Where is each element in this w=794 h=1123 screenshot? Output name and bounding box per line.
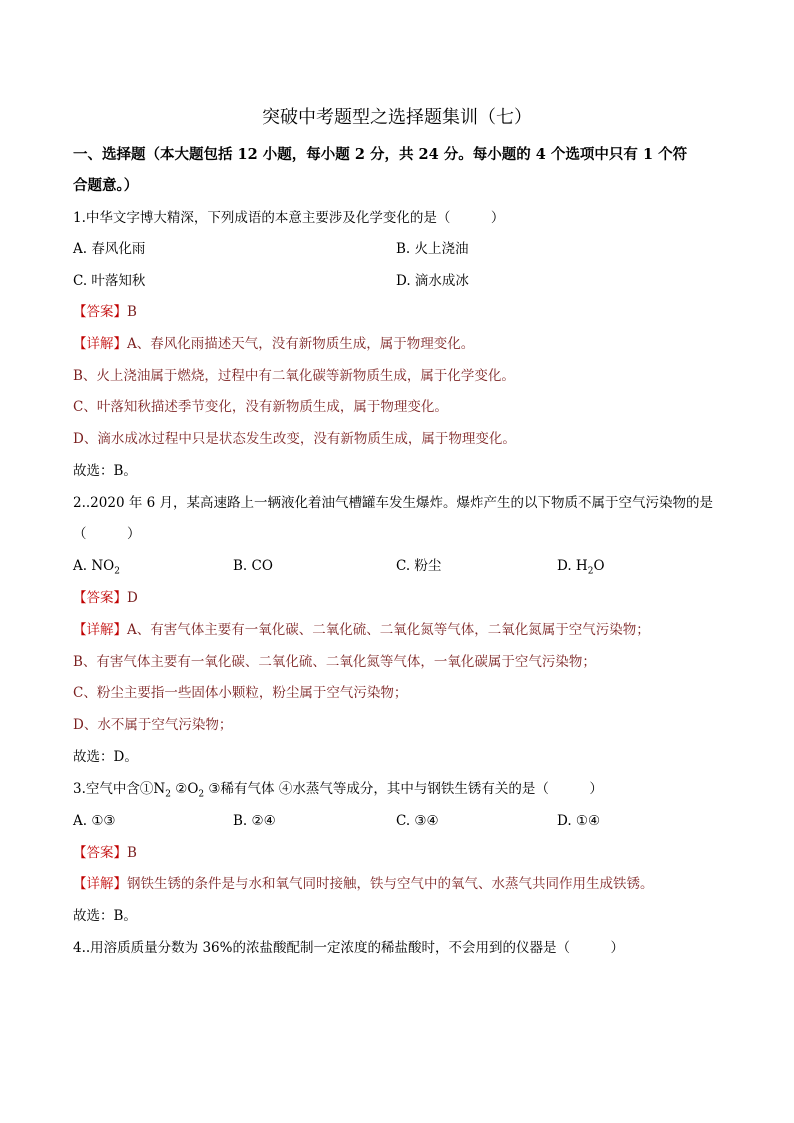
question-3-conclusion: 故选：B。 — [73, 908, 137, 924]
answer-tag: 【答案】 — [73, 590, 127, 606]
question-3-answer — [73, 844, 137, 862]
question-2-conclusion: 故选：D。 — [73, 749, 138, 765]
answer-value: B — [127, 845, 137, 861]
question-1-detail-b: B、火上浇油属于燃烧，过程中有二氧化碳等新物质生成，属于化学变化。 — [73, 368, 515, 384]
section-heading-line1: 一、选择题（本大题包括 12 小题，每小题 2 分，共 24 分。每小题的 4 个选项中只有 1 个符 — [73, 146, 688, 163]
question-1-option-b: B. 火上浇油 — [396, 241, 469, 257]
question-2-detail-d: D、水不属于空气污染物； — [73, 717, 233, 733]
detail-text: A、有害气体主要有一氧化碳、二氧化硫、二氧化氮等气体，二氧化氮属于空气污染物； — [127, 622, 650, 638]
question-1-detail-a — [73, 335, 474, 353]
answer-tag: 【答案】 — [73, 304, 127, 320]
detail-text: 钢铁生锈的条件是与水和氧气同时接触，铁与空气中的氧气、水蒸气共同作用生成铁锈。 — [127, 876, 654, 892]
question-2-detail-b: B、有害气体主要有一氧化碳、二氧化硫、二氧化氮等气体，一氧化碳属于空气污染物； — [73, 654, 596, 670]
question-3-option-a: A. ①③ — [73, 813, 116, 829]
question-2-stem-line2: （ ） — [73, 526, 141, 542]
page-title: 突破中考题型之选择题集训（七） — [262, 107, 532, 128]
question-1-stem: 1.中华文字博大精深，下列成语的本意主要涉及化学变化的是（ ） — [73, 210, 505, 226]
answer-value: D — [127, 590, 138, 606]
detail-tag: 【详解】 — [73, 622, 127, 638]
question-3-stem: 3.空气中含$①N_2$ $②O_2$ ③稀有气体 ④水蒸气等成分，其中与钢铁生锈有关的是（ ） — [73, 781, 603, 800]
question-1-conclusion: 故选：B。 — [73, 463, 137, 479]
question-2-option-b: B. CO — [233, 558, 273, 574]
question-2-option-a: A. $NO_2$ — [73, 558, 120, 577]
question-2-detail-c: C、粉尘主要指一些固体小颗粒，粉尘属于空气污染物； — [73, 685, 408, 701]
question-3-option-b: B. ②④ — [233, 813, 276, 829]
question-2-stem-line1: 2..2020 年 6 月，某高速路上一辆液化着油气槽罐车发生爆炸。爆炸产生的以下物质不属于空气污染物的是 — [73, 495, 713, 511]
question-1-option-a: A. 春风化雨 — [73, 241, 146, 257]
question-2-option-c: C. 粉尘 — [396, 558, 442, 574]
section-heading-line2: 合题意。） — [73, 177, 139, 194]
question-2-detail-a — [73, 621, 650, 639]
detail-text: A、春风化雨描述天气，没有新物质生成，属于物理变化。 — [127, 336, 475, 352]
question-4-stem: 4..用溶质质量分数为 36%的浓盐酸配制一定浓度的稀盐酸时，不会用到的仪器是（ ） — [73, 940, 624, 956]
detail-tag: 【详解】 — [73, 336, 127, 352]
question-1-option-c: C. 叶落知秋 — [73, 273, 146, 289]
question-2-option-d: D. $H_2O$ — [557, 558, 605, 577]
detail-tag: 【详解】 — [73, 876, 127, 892]
question-1-detail-c: C、叶落知秋描述季节变化，没有新物质生成，属于物理变化。 — [73, 399, 448, 415]
question-3-option-c: C. ③④ — [396, 813, 439, 829]
question-3-detail-a — [73, 875, 654, 893]
question-3-option-d: D. ①④ — [557, 813, 601, 829]
question-1-option-d: D. 滴水成冰 — [396, 273, 469, 289]
question-1-detail-d: D、滴水成冰过程中只是状态发生改变，没有新物质生成，属于物理变化。 — [73, 431, 516, 447]
question-2-answer — [73, 589, 138, 607]
question-1-answer — [73, 303, 137, 321]
answer-value: B — [127, 304, 137, 320]
answer-tag: 【答案】 — [73, 845, 127, 861]
